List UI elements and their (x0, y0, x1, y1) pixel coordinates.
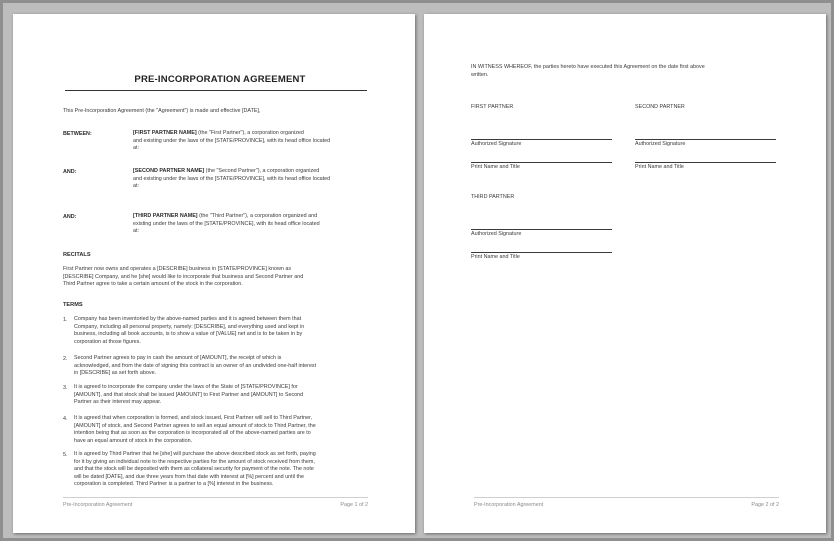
party-label-between: BETWEEN: (63, 131, 92, 137)
term-line: corporation is completed. Third Partner is a partner to a [%] interest in the business. (74, 481, 274, 488)
term-number: 4. (63, 416, 68, 422)
third-partner-signature-line[interactable] (471, 229, 612, 230)
first-partner-heading: FIRST PARTNER (471, 104, 514, 110)
second-partner-heading: SECOND PARTNER (635, 104, 685, 110)
third-partner-name-label: Print Name and Title (471, 254, 520, 260)
term-line: [AMOUNT] of stock, and Second Partner agrees to sell an equal amount of stock to Third Partner, the (74, 422, 316, 429)
first-partner-line2: and existing under the laws of the [STATE/PROVINCE], with its head office located (133, 137, 331, 144)
footer-document-name: Pre-Incorporation Agreement (63, 502, 133, 508)
recitals-paragraph (63, 266, 368, 289)
term-line: business, including all book accounts, is to show a value of [VALUE] net and is to be taken in by (74, 331, 303, 338)
term-1-text (74, 316, 366, 346)
third-partner-signature-label: Authorized Signature (471, 231, 522, 237)
recitals-line: [DESCRIBE] Company, and he [she] would like to incorporate that business and Second Partner and (63, 273, 304, 280)
footer-document-name: Pre-Incorporation Agreement (474, 502, 544, 508)
third-partner-name: [THIRD PARTNER NAME] (133, 213, 198, 219)
first-partner-line3: at: (133, 145, 139, 152)
term-line: acknowledged, and from the date of signing this contract is an owner of an undivided one-half interest (74, 362, 317, 369)
first-partner-line1: (the "First Partner"), a corporation organized (196, 130, 304, 136)
party-third-block (133, 213, 365, 236)
term-line: intention being that as soon as the corporation is incorporated all of the above-named parties are to (74, 430, 311, 437)
document-title: PRE-INCORPORATION AGREEMENT (134, 74, 306, 85)
first-partner-signature-line[interactable] (471, 139, 612, 140)
footer-divider (474, 497, 779, 498)
term-line: have an equal amount of stock in the corporation. (74, 437, 193, 444)
term-number: 1. (63, 317, 68, 323)
footer-page-number: Page 1 of 2 (340, 502, 368, 508)
term-line: for it by giving an individual note to the respective parties for the amount of stock received from them, (74, 458, 315, 465)
page-2 (424, 14, 826, 533)
term-line: corporation at those figures. (74, 338, 141, 345)
term-line: Partner as their interest may appear. (74, 399, 162, 406)
recitals-line: First Partner now owns and operates a [DESCRIBE] business in [STATE/PROVINCE] known as (63, 266, 292, 272)
intro-paragraph: This Pre-Incorporation Agreement (the "Agreement") is made and effective [DATE], (63, 108, 261, 114)
term-5-text (74, 451, 366, 489)
third-partner-heading: THIRD PARTNER (471, 194, 515, 200)
footer-divider (63, 497, 368, 498)
witness-line: written. (471, 71, 489, 78)
term-line: It is agreed that when corporation is formed, and stock issued, First Partner will sell to Third Partner, (74, 415, 313, 421)
third-partner-line2: existing under the laws of the [STATE/PROVINCE], with its head office located (133, 220, 320, 227)
recitals-heading: RECITALS (63, 252, 91, 258)
second-partner-signature-line[interactable] (635, 139, 776, 140)
term-line: Company has been inventoried by the above-named parties and it is agreed between them that (74, 316, 302, 322)
title-underline (65, 90, 367, 91)
footer-page-number: Page 2 of 2 (751, 502, 779, 508)
page-1 (13, 14, 415, 533)
third-partner-name-line[interactable] (471, 252, 612, 253)
term-line: in [DESCRIBE] as set forth above. (74, 370, 157, 377)
term-number: 3. (63, 385, 68, 391)
party-label-and-third: AND: (63, 214, 77, 220)
party-first-block (133, 130, 365, 153)
first-partner-name-line[interactable] (471, 162, 612, 163)
party-second-block (133, 168, 365, 191)
term-line: Company, including all personal property, namely: [DESCRIBE], and everything used and kept in (74, 323, 305, 330)
first-partner-name: [FIRST PARTNER NAME] (133, 130, 197, 136)
second-partner-line3: at: (133, 183, 139, 190)
term-3-text (74, 384, 366, 407)
second-partner-line2: and existing under the laws of the [STATE/PROVINCE], with its head office located (133, 175, 331, 182)
third-partner-line1: (the "Third Partner"), a corporation organized and (197, 213, 318, 219)
term-number: 2. (63, 356, 68, 362)
recitals-line: Third Partner agree to take a certain amount of the stock in the corporation. (63, 281, 243, 288)
term-line: It is agreed by Third Partner that he [she] will purchase the above described stock as set forth, paying (74, 451, 316, 457)
term-line: will be dated [DATE], and due three years from that date with interest at [%] percent and until the (74, 473, 305, 480)
witness-line: IN WITNESS WHEREOF, the parties hereto have executed this Agreement on the date first above (471, 64, 705, 70)
term-2-text (74, 355, 366, 378)
witness-paragraph (471, 64, 771, 79)
term-line: [AMOUNT], and that stock shall be issued [AMOUNT] to First Partner and [AMOUNT] to Second (74, 391, 304, 398)
terms-heading: TERMS (63, 302, 83, 308)
term-line: It is agreed to incorporate the company under the laws of the State of [STATE/PROVINCE] for (74, 384, 298, 390)
term-4-text (74, 415, 366, 445)
second-partner-name-line[interactable] (635, 162, 776, 163)
second-partner-name: [SECOND PARTNER NAME] (133, 168, 205, 174)
third-partner-line3: at: (133, 228, 139, 235)
second-partner-line1: (the "Second Partner"), a corporation organized (204, 168, 320, 174)
party-label-and-second: AND: (63, 169, 77, 175)
term-line: Second Partner agrees to pay in cash the amount of [AMOUNT], the receipt of which is (74, 355, 282, 361)
first-partner-name-label: Print Name and Title (471, 164, 520, 170)
second-partner-signature-label: Authorized Signature (635, 141, 686, 147)
second-partner-name-label: Print Name and Title (635, 164, 684, 170)
first-partner-signature-label: Authorized Signature (471, 141, 522, 147)
term-line: and that the stock will be deposited with them as collateral security for payment of the note. The note (74, 466, 314, 473)
term-number: 5. (63, 452, 68, 458)
